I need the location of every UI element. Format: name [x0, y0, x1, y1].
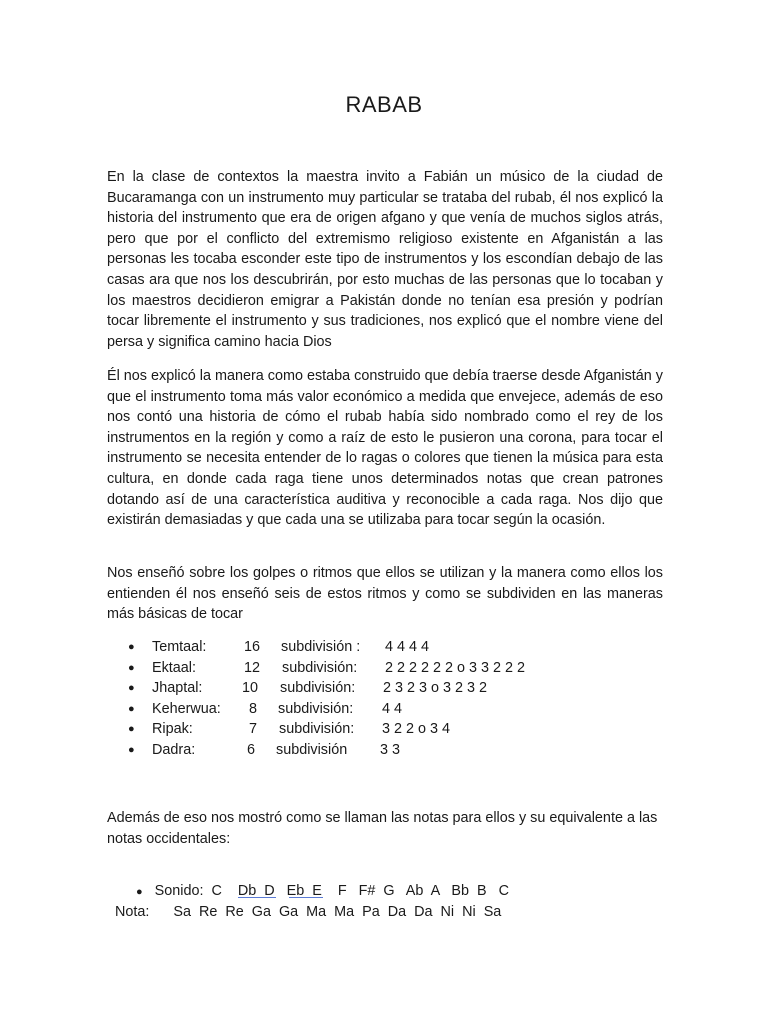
rhythm-name: Jhaptal: — [152, 680, 203, 697]
rhythm-subdivision-label: subdivisión — [276, 741, 348, 758]
nota-row — [107, 882, 501, 922]
rhythm-name: Dadra: — [152, 741, 196, 758]
rhythm-name: Ektaal: — [152, 659, 196, 676]
rhythm-beats: 12 — [244, 659, 261, 676]
nota-label: Nota: — [115, 904, 150, 920]
rhythm-pattern: 2 3 2 3 o 3 2 3 2 — [383, 680, 488, 697]
paragraph-rhythms-intro: Nos enseñó sobre los golpes o ritmos que ellos se utilizan y la manera como ellos los entienden él nos enseñó seis de estos ritmos y como se subdividen en las maneras más básicas de tocar — [107, 565, 663, 623]
paragraph-notes-intro: Además de eso nos mostró como se llaman las notas para ellos y su equivalente a las notas occidentales: — [107, 810, 658, 847]
rhythm-pattern: 4 4 — [382, 700, 403, 717]
rhythm-beats: 8 — [249, 700, 258, 717]
bullet-icon: ● — [128, 641, 135, 653]
rhythm-beats: 6 — [247, 741, 256, 758]
spellcheck-underline — [289, 897, 323, 898]
sonido-label: Sonido: — [154, 883, 204, 899]
rhythm-subdivision-label: subdivisión: — [280, 680, 356, 697]
rhythm-beats: 10 — [242, 680, 259, 697]
paragraph-intro: En la clase de contextos la maestra invito a Fabián un músico de la ciudad de Bucaramanga con un instrumento muy particular se trataba del rubab, él nos explicó la historia del instrumento que era de origen afgano y que venía de muchos siglos atrás, pero que por el conflicto del extremismo religioso existente en Afganistán a las personas les tocaba esconder este tipo de instrumentos y los escondían debajo de las casas ara que nos los descubrirán, por esto muchas de las personas que lo tocaban y los maestros decidieron emigrar a Pakistán donde no tenían esa presión y podrían tocar libremente el instrumento y sus tradiciones, nos explicó que el nombre viene del persa y significa camino hacia Dios — [107, 169, 663, 350]
spellcheck-underline — [238, 897, 276, 898]
bullet-icon: ● — [128, 723, 135, 736]
rhythm-name: Temtaal: — [152, 639, 207, 655]
nota-values: Sa Re Re Ga Ga Ma Ma Pa Da Da Ni Ni Sa — [173, 904, 502, 920]
bullet-icon: ● — [128, 743, 135, 756]
bullet-icon: ● — [136, 886, 143, 898]
rhythm-beats: 7 — [249, 721, 258, 738]
rhythm-subdivision-label: subdivisión : — [281, 639, 361, 655]
paragraph-construction: Él nos explicó la manera como estaba construido que debía traerse desde Afganistán y que el instrumento toma más valor económico a medida que envejece, además de eso nos contó una historia de cómo el rubab había sido nombrado como el rey de los instrumentos en la región y como a raíz de esto le pusieron una corona, para tocar el instrumento se necesita entender de lo ragas o colores que tienen la música para esta cultura, en donde cada raga tiene unos determinados notas que crean patrones dotando así de una característica auditiva y reconocible a cada raga. Nos dijo que existirán demasiadas y que cada una se utilizaba para tocar según la ocasión. — [107, 368, 663, 529]
bullet-icon: ● — [128, 702, 135, 715]
rhythm-subdivision-label: subdivisión: — [278, 700, 354, 717]
bullet-icon: ● — [128, 682, 135, 695]
rhythm-subdivision-label: subdivisión: — [282, 659, 358, 676]
document-title: RABAB — [345, 92, 423, 117]
rhythm-name: Ripak: — [152, 721, 193, 738]
bullet-icon: ● — [128, 661, 135, 674]
sonido-values: C Db D Eb E F F# G Ab A Bb B C — [211, 883, 509, 899]
rhythm-pattern: 3 2 2 o 3 4 — [382, 721, 451, 738]
rhythm-subdivision-label: subdivisión: — [279, 721, 355, 738]
rhythm-pattern: 4 4 4 4 — [385, 639, 430, 655]
rhythm-pattern: 2 2 2 2 2 2 o 3 3 2 2 2 — [385, 659, 526, 676]
rhythm-name: Keherwua: — [152, 700, 221, 717]
rhythm-beats: 16 — [244, 639, 261, 655]
rhythm-pattern: 3 3 — [380, 741, 401, 758]
